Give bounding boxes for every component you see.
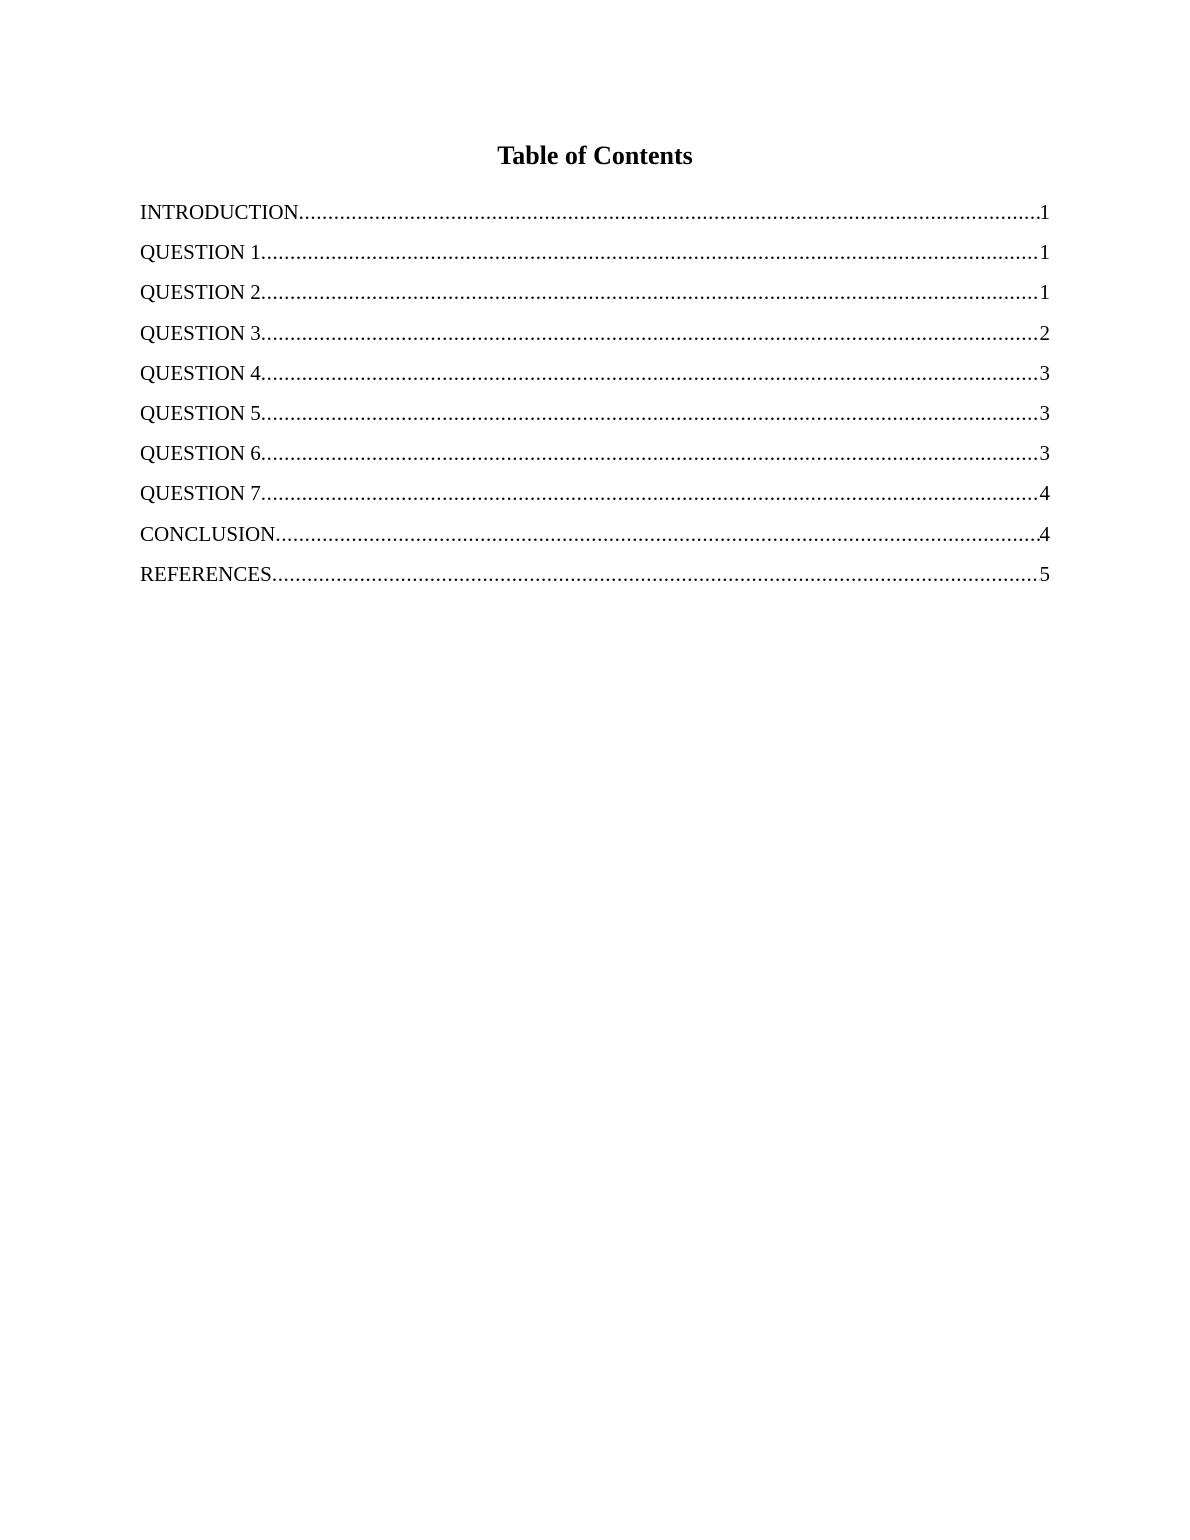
toc-entry-references[interactable] [140,559,1050,599]
toc-dot-leader [261,318,1040,348]
toc-entry-conclusion[interactable] [140,519,1050,559]
toc-entry-label: QUESTION 1 [140,240,261,265]
toc-page-number: 1 [1039,200,1050,224]
toc-dot-leader [261,358,1040,388]
toc-entry-label: QUESTION 4 [140,360,261,385]
toc-page-number: 4 [1039,521,1050,546]
toc-page-number: 4 [1039,481,1050,506]
toc-entry-label: INTRODUCTION [140,200,299,224]
toc-entry-introduction[interactable] [140,197,1050,237]
toc-page-number: 2 [1039,320,1050,345]
toc-entry-question-7[interactable] [140,478,1050,518]
toc-dot-leader [261,237,1040,267]
toc-entry-label: QUESTION 2 [140,280,261,305]
toc-dot-leader [299,197,1040,227]
toc-entry-question-6[interactable] [140,438,1050,478]
toc-entry-question-2[interactable] [140,277,1050,317]
toc-entry-label: CONCLUSION [140,521,276,546]
toc-entry-label: REFERENCES [140,561,272,586]
toc-page-number: 3 [1039,400,1050,425]
toc-list [140,197,1050,599]
toc-entry-question-4[interactable] [140,358,1050,398]
toc-page-number: 1 [1039,240,1050,265]
toc-entry-label: QUESTION 3 [140,320,261,345]
toc-entry-question-3[interactable] [140,318,1050,358]
toc-page-number: 3 [1039,441,1050,466]
toc-entry-question-1[interactable] [140,237,1050,277]
toc-page-number: 3 [1039,360,1050,385]
toc-dot-leader [272,559,1040,589]
toc-entry-question-5[interactable] [140,398,1050,438]
toc-dot-leader [261,478,1040,508]
toc-entry-label: QUESTION 7 [140,481,261,506]
toc-entry-label: QUESTION 6 [140,441,261,466]
toc-page-number: 1 [1039,280,1050,305]
toc-dot-leader [261,398,1040,428]
toc-dot-leader [261,277,1040,307]
toc-dot-leader [275,519,1039,549]
toc-entry-label: QUESTION 5 [140,400,261,425]
toc-dot-leader [261,438,1040,468]
toc-page-number: 5 [1039,561,1050,586]
toc-title: Table of Contents [497,141,693,170]
